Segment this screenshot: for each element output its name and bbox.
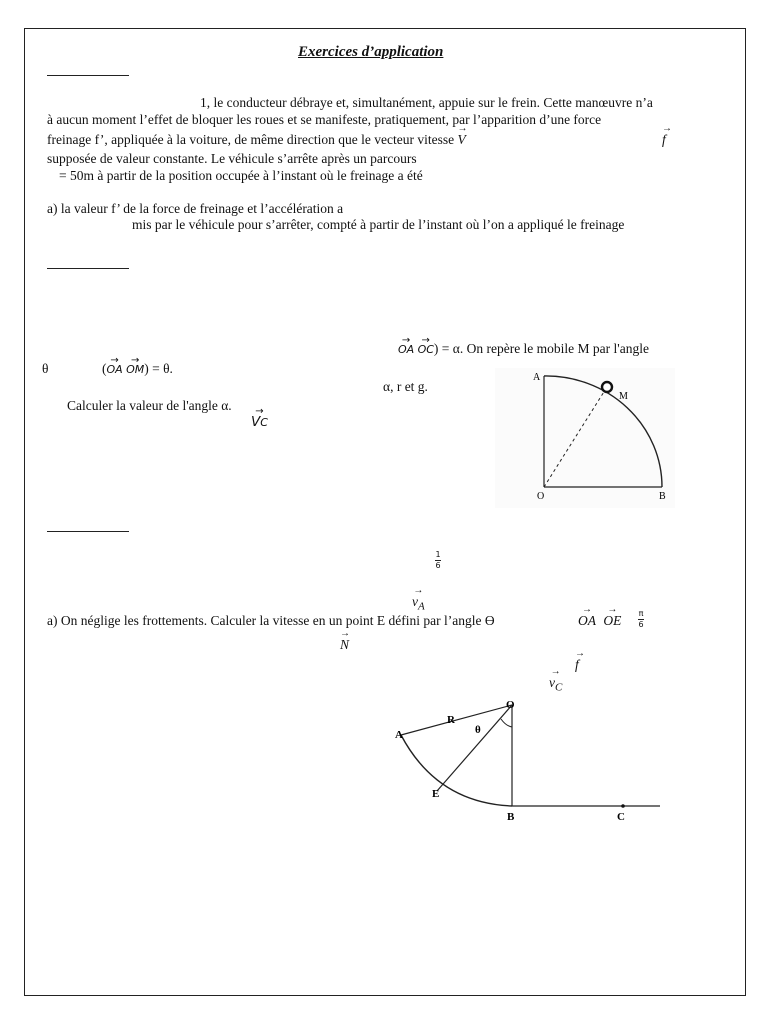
frac-num: 1: [435, 550, 441, 559]
exercise-3-rule: [47, 531, 129, 532]
label-o-2: O: [506, 699, 515, 711]
label-c: C: [617, 811, 625, 823]
quarter-circle-figure: [495, 368, 675, 508]
arc-ab-track: [401, 735, 512, 806]
angle-theta-arc: [501, 719, 512, 727]
label-r: R: [447, 714, 455, 726]
f-symbol-ex3: → f: [575, 657, 579, 673]
vector-vc-ex3: [549, 675, 562, 694]
vector-om: → OM: [126, 364, 144, 377]
ex3-question-a: a) On néglige les frottements. Calculer la vitesse en un point E défini par l’angle ϴ: [47, 613, 495, 628]
ex2-line1: [398, 341, 649, 357]
vector-oe: → OE: [603, 613, 621, 629]
label-b: B: [659, 491, 666, 502]
open-paren: (: [102, 361, 107, 376]
ex2-line2-rest: ) = θ.: [144, 361, 173, 376]
vector-f-ex3: [575, 657, 579, 673]
ex1-line5: = 50m à partir de la position occupée à l’instant où le freinage a été: [59, 168, 423, 183]
ex1-line3-text: freinage f’, appliquée à la voiture, de même direction que le vecteur vitesse: [47, 132, 455, 147]
va-letter: v: [412, 594, 418, 609]
vc-ex3-subscript: C: [555, 681, 563, 694]
ex1-line3: [47, 132, 466, 148]
label-a-2: A: [395, 729, 403, 741]
ex2-line1-rest: ) = α. On repère le mobile M par l'angle: [433, 341, 649, 356]
page-title: Exercices d’application: [298, 44, 444, 60]
vc-ex3-letter: v: [549, 675, 555, 690]
fraction-one-sixth: [435, 551, 441, 570]
n-symbol: → N: [340, 637, 349, 653]
label-e: E: [432, 788, 440, 800]
ex3-angle-vectors: [578, 613, 621, 629]
label-a: A: [533, 372, 541, 383]
vc-letter: V: [251, 414, 261, 430]
vector-v-symbol: → V: [457, 132, 465, 148]
ex2-line2: [102, 361, 173, 377]
va-symbol: [412, 594, 425, 613]
exercise-2-rule: [47, 268, 129, 269]
ex2-params: α, r et g.: [383, 379, 428, 394]
va-subscript: A: [418, 600, 425, 613]
vector-oa: → OA: [398, 344, 414, 357]
vector-oa-2: → OA: [107, 364, 123, 377]
label-o: O: [537, 491, 545, 502]
vc-ex3-symbol: [549, 675, 562, 694]
vector-va: [412, 594, 425, 613]
label-b-2: B: [507, 811, 515, 823]
label-theta: θ: [475, 724, 481, 736]
exercise-1-rule: [47, 75, 129, 76]
vector-n: [340, 637, 349, 653]
radius-oa: [401, 705, 512, 735]
frac-den: 6: [435, 561, 441, 570]
pi-num: π: [638, 609, 644, 618]
mobile-m: [602, 382, 612, 392]
ex1-line4: supposée de valeur constante. Le véhicule s’arrête après un parcours: [47, 151, 417, 166]
ex1-question-a: a) la valeur f’ de la force de freinage et l’accélération a: [47, 201, 344, 216]
ex2-question: Calculer la valeur de l'angle α.: [67, 398, 232, 413]
vector-oa-3: → OA: [578, 613, 596, 629]
pi-den: 6: [638, 620, 644, 629]
ex1-line1: 1, le conducteur débraye et, simultanément, appuie sur le frein. Cette manœuvre n’a: [200, 95, 653, 110]
track-figure: [385, 693, 670, 828]
point-c-marker: [621, 804, 625, 808]
vector-oc: → OC: [418, 344, 434, 357]
fraction-pi-sixth: [638, 610, 644, 629]
f-symbol: → f: [662, 132, 666, 148]
vc-subscript: C: [260, 416, 268, 429]
vc-symbol: [251, 415, 268, 431]
ex1-question-a-cont: mis par le véhicule pour s’arrêter, compté à partir de l’instant où l’on a appliqué le freinage: [132, 217, 625, 232]
vector-f-symbol: [662, 132, 666, 148]
theta-symbol: θ: [42, 361, 49, 376]
ex1-line2: à aucun moment l’effet de bloquer les roues et se manifeste, pratiquement, par l’apparition d’une force: [47, 112, 602, 127]
vector-vc: [251, 414, 268, 431]
label-m: M: [619, 391, 628, 402]
